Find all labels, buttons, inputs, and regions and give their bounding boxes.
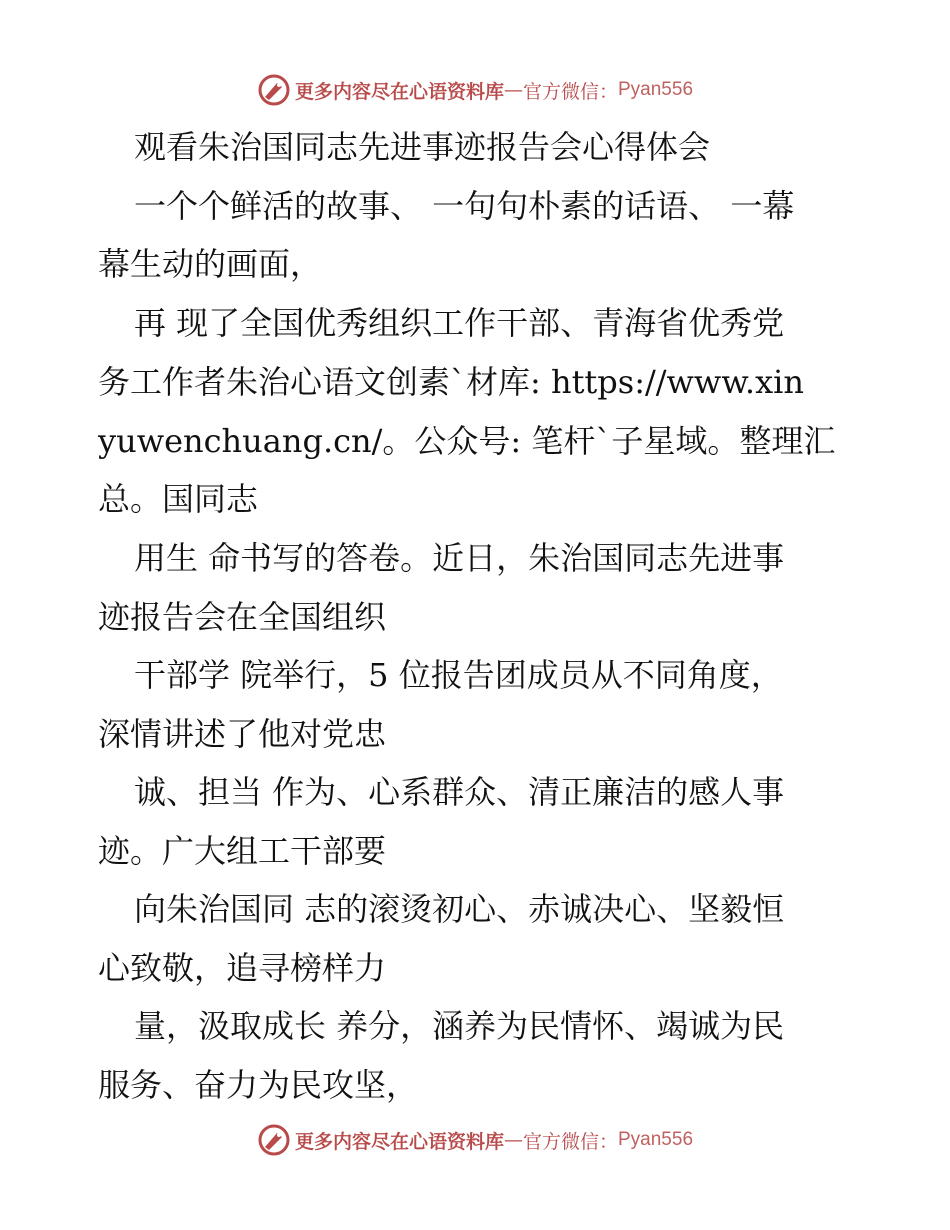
banner-wechat-id: Pyan556 bbox=[618, 79, 694, 100]
paragraph-line: 心致敬，追寻榜样力 bbox=[98, 949, 387, 987]
paragraph-line: 深情讲述了他对党忠 bbox=[98, 715, 387, 753]
document-title: 观看朱治国同志先进事迹报告会心得体会 bbox=[134, 128, 711, 166]
pen-nib-logo-icon bbox=[257, 1123, 291, 1157]
paragraph-line: 量，汲取成长 养分，涵养为民情怀、竭诚为民 bbox=[134, 1007, 785, 1045]
paragraph-line: 迹报告会在全国组织 bbox=[98, 598, 387, 636]
paragraph-line: 干部学 院举行，5 位报告团成员从不同角度， bbox=[134, 656, 783, 694]
paragraph-line: 服务、奋力为民攻坚， bbox=[98, 1066, 419, 1104]
paragraph-line: 向朱治国同 志的滚烫初心、赤诚决心、坚毅恒 bbox=[134, 890, 785, 928]
paragraph-line: 诚、担当 作为、心系群众、清正廉洁的感人事 bbox=[134, 773, 785, 811]
banner-main-text: 更多内容尽在心语资料库 bbox=[294, 1130, 504, 1153]
paragraph-line: 务工作者朱治心语文创素`材库: https://www.xin bbox=[98, 363, 804, 401]
paragraph-line: yuwenchuang.cn/。公众号: 笔杆`子星域。整理汇 bbox=[98, 422, 836, 460]
paragraph-line: 一个个鲜活的故事、 一句句朴素的话语、 一幕 bbox=[134, 187, 795, 225]
banner-wechat-label: 官方微信： bbox=[522, 80, 618, 103]
paragraph-line: 迹。广大组工干部要 bbox=[98, 832, 387, 870]
banner-wechat-label: 官方微信： bbox=[522, 1130, 618, 1153]
paragraph-line: 幕生动的画面， bbox=[98, 245, 323, 283]
footer-banner bbox=[0, 1120, 950, 1160]
banner-wechat-id: Pyan556 bbox=[618, 1129, 694, 1150]
banner-main-text: 更多内容尽在心语资料库 bbox=[294, 80, 504, 103]
banner-separator: — bbox=[503, 1129, 523, 1151]
paragraph-line: 总。国同志 bbox=[98, 480, 259, 518]
banner-separator: — bbox=[503, 79, 523, 101]
paragraph-line: 用生 命书写的答卷。近日，朱治国同志先进事 bbox=[134, 539, 785, 577]
paragraph-line: 再 现了全国优秀组织工作干部、青海省优秀党 bbox=[134, 304, 785, 342]
